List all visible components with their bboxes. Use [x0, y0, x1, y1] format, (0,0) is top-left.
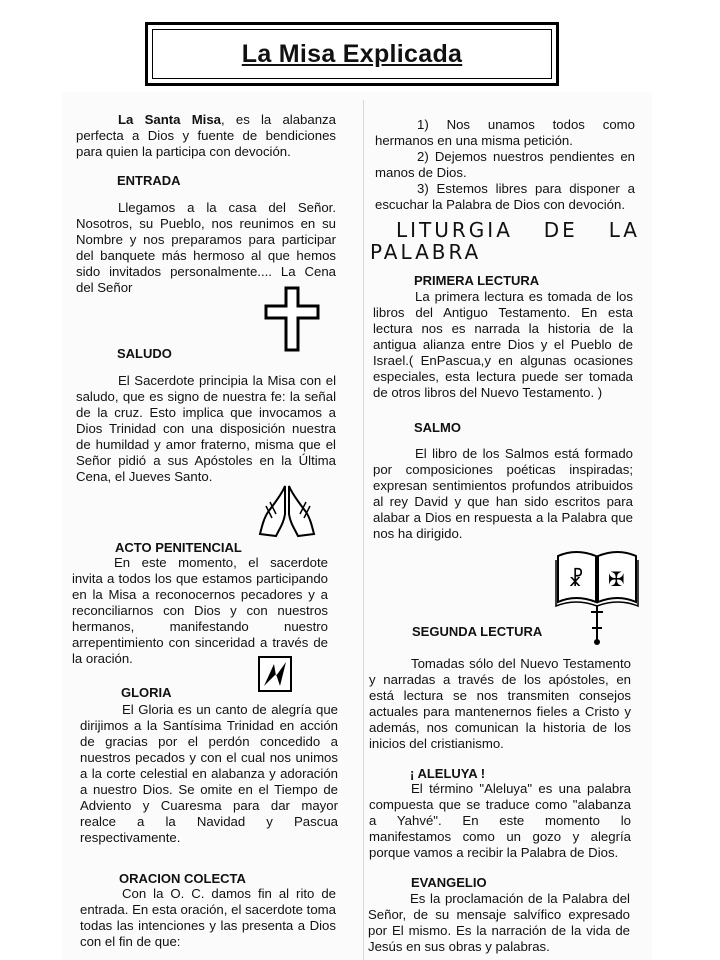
- primera-heading: PRIMERA LECTURA: [414, 273, 540, 288]
- gloria-emblem-icon: [258, 656, 292, 692]
- intro-bold: La Santa Misa: [118, 112, 222, 127]
- gloria-heading: GLORIA: [121, 685, 172, 700]
- column-divider: [363, 100, 364, 960]
- praying-hands-icon: [256, 478, 318, 540]
- aleluya-text: El término "Aleluya" es una palabra compuesta que se traduce como "alabanza a Yahvé". En este momento lo manifestamos como un gozo y alegría porque vamos a recibir la Palabra de Dios.: [369, 781, 631, 860]
- liturgia-line-1: [370, 219, 640, 241]
- la-word: LA: [608, 218, 640, 242]
- point-3: 3) Estemos libres para disponer a escuchar la Palabra de Dios con devoción.: [375, 181, 635, 212]
- entrada-text: Llegamos a la casa del Señor. Nosotros, su Pueblo, nos reunimos en su Nombre y nos preparamos para participar del banquete más hermoso al que hemos sido invitados personalmente.... La Cena del Señor: [76, 200, 336, 295]
- saludo-text: El Sacerdote principia la Misa con el saludo, que es signo de nuestra fe: la señal de la cruz. Esto implica que invocamos a Dios Trinidad con una disposición nuestra de humildad y amor fraterno, misma que el Señor pidió a sus Apóstoles en la Última Cena, el Jueves Santo.: [76, 373, 336, 484]
- gloria-text: El Gloria es un canto de alegría que dirijimos a la Santísima Trinidad en acción de gracias por el perdón concedido a nuestros pecados y con el cual nos unimos a la corte celestial en alabanza y adoración a nuestro Dios. Se omite en el Tiempo de Adviento y Cuaresma para dar mayor realce a la Navidad y Pascua respectivamente.: [80, 702, 338, 845]
- liturgia-heading: [370, 219, 640, 263]
- acto-heading: ACTO PENITENCIAL: [115, 540, 242, 555]
- colecta-heading: ORACION COLECTA: [119, 871, 246, 886]
- evangelio-heading: EVANGELIO: [411, 875, 487, 890]
- salmo-text: El libro de los Salmos está formado por composiciones poéticas inspiradas; expresan sentimientos profundos atribuidos al rey David y que han sido escritos para alabar a Dios en respuesta a la Palabra que nos ha dirigido.: [373, 446, 633, 541]
- bible-book-icon: [554, 546, 640, 646]
- evangelio-text: Es la proclamación de la Palabra del Señor, de su mensaje salvífico expresado por El mismo. Es la narración de la vida de Jesús en sus obras y palabras.: [368, 891, 630, 954]
- title-inner-frame: [152, 29, 552, 79]
- svg-text:✠: ✠: [608, 567, 625, 591]
- colecta-text: Con la O. C. damos fin al rito de entrada. En esta oración, el sacerdote toma todas las intenciones y las presenta a Dios con el fin de que:: [80, 886, 336, 949]
- petition-list: [375, 117, 635, 213]
- segunda-heading: SEGUNDA LECTURA: [412, 624, 543, 639]
- saludo-heading: SALUDO: [117, 346, 172, 361]
- point-1: 1) Nos unamos todos como hermanos en una misma petición.: [375, 117, 635, 148]
- aleluya-heading: ¡ ALELUYA !: [410, 766, 486, 781]
- page-title: La Misa Explicada: [241, 39, 463, 68]
- de-word: DE: [543, 218, 578, 242]
- entrada-heading: ENTRADA: [117, 173, 181, 188]
- segunda-text: Tomadas sólo del Nuevo Testamento y narradas a través de los apóstoles, en está lectura se nos transmiten consejos actuales para mantenernos fieles a Cristo y además, nos comunican la historia de los inicios del cristianismo.: [369, 656, 631, 751]
- title-box: [145, 22, 559, 86]
- liturgia-word: LITURGIA: [396, 218, 513, 242]
- acto-text: En este momento, el sacerdote invita a todos los que estamos participando en la Misa a reconocernos pecadores y a reconciliarnos con Dios y con nuestros hermanos, manifestando nuestro arrepentimiento con sinceridad a través de la oración.: [72, 555, 328, 666]
- cross-icon: [262, 286, 322, 352]
- svg-text:☧: ☧: [568, 567, 584, 591]
- intro-paragraph: [76, 112, 336, 160]
- liturgia-line-2: PALABRA: [370, 240, 482, 264]
- point-2: 2) Dejemos nuestros pendientes en manos de Dios.: [375, 149, 635, 180]
- intro-text: , es la alabanza perfecta a Dios y fuente de bendiciones para quien la participa con devoción.: [76, 112, 336, 159]
- primera-text: La primera lectura es tomada de los libros del Antiguo Testamento. En esta lectura nos es narrada la historia de la antigua alianza entre Dios y el Pueblo de Israel.( EnPascua,y en algunas ocasiones especiales, esta lectura puede ser tomada de otros libros del Nuevo Testamento. ): [373, 289, 633, 400]
- salmo-heading: SALMO: [414, 420, 461, 435]
